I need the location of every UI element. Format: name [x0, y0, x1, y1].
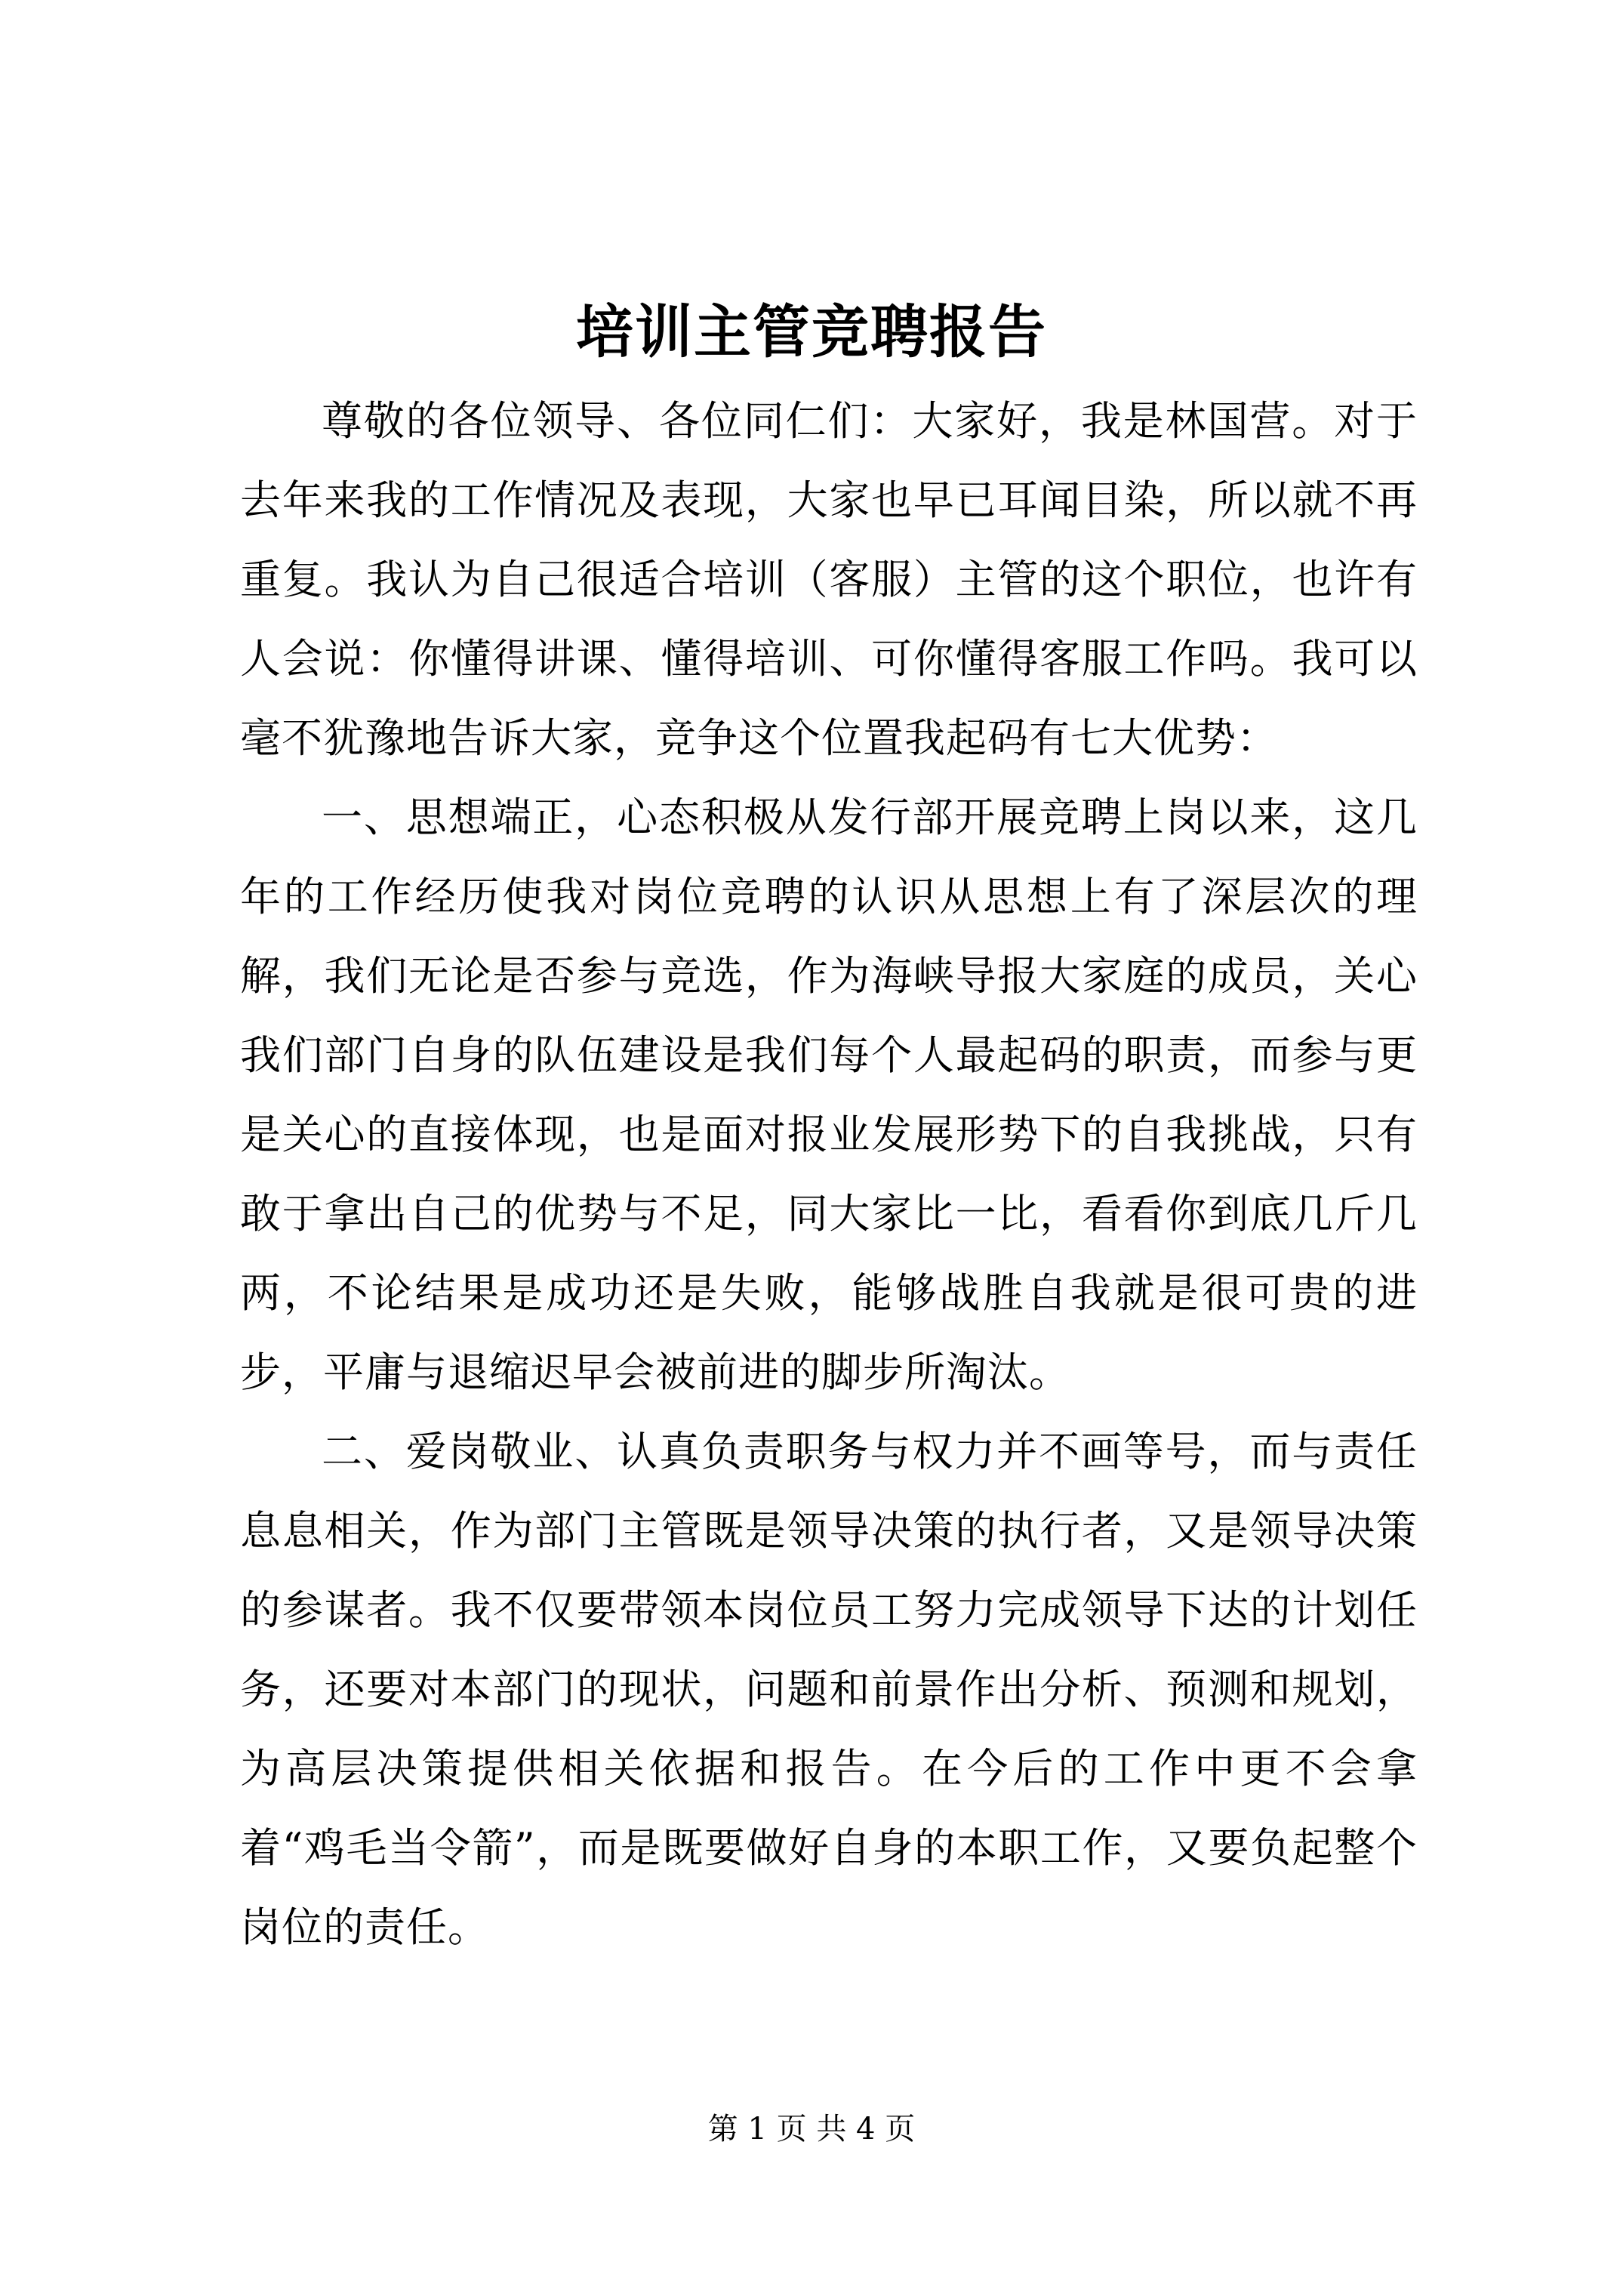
- paragraph-point-one: 一、思想端正，心态积极从发行部开展竞聘上岗以来，这几年的工作经历使我对岗位竞聘的认识从思想上有了深层次的理解，我们无论是否参与竞选，作为海峡导报大家庭的成员，关心我们部门自身的队伍建设是我们每个人最起码的职责，而参与更是关心的直接体现，也是面对报业发展形势下的自我挑战，只有敢于拿出自己的优势与不足，同大家比一比，看看你到底几斤几两，不论结果是成功还是失败，能够战胜自我就是很可贵的进步，平庸与退缩迟早会被前进的脚步所淘汰。: [240, 794, 1418, 1396]
- page-number-footer: 第 1 页 共 4 页: [707, 2112, 916, 2147]
- document-title: 培训主管竞聘报告: [576, 298, 1047, 365]
- document-body: [240, 381, 1418, 1967]
- paragraph-greeting: 尊敬的各位领导、各位同仁们：大家好，我是林国营。对于去年来我的工作情况及表现，大家也早已耳闻目染，所以就不再重复。我认为自己很适合培训（客服）主管的这个职位，也许有人会说：你懂得讲课、懂得培训、可你懂得客服工作吗。我可以毫不犹豫地告诉大家，竞争这个位置我起码有七大优势：: [240, 397, 1418, 762]
- paragraph-point-two: 二、爱岗敬业、认真负责职务与权力并不画等号，而与责任息息相关，作为部门主管既是领导决策的执行者，又是领导决策的参谋者。我不仅要带领本岗位员工努力完成领导下达的计划任务，还要对本部门的现状，问题和前景作出分析、预测和规划，为高层决策提供相关依据和报告。在今后的工作中更不会拿着“鸡毛当令箭”，而是既要做好自身的本职工作，又要负起整个岗位的责任。: [240, 1428, 1418, 1951]
